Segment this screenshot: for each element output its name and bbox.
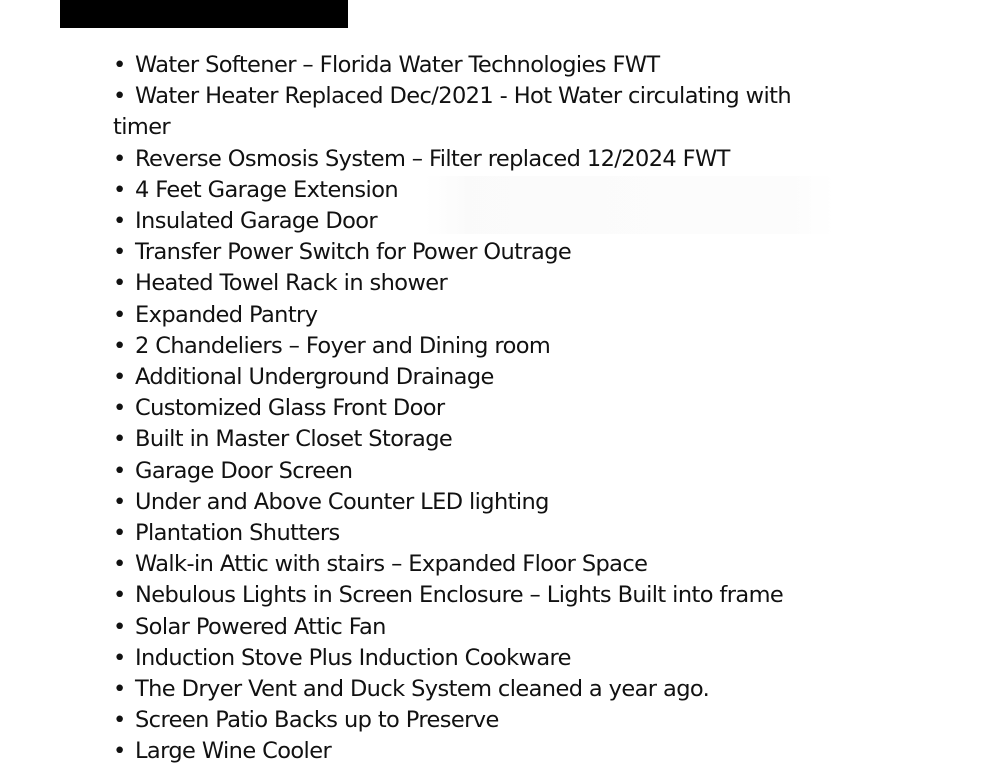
list-item (113, 237, 843, 268)
bullet: • (113, 208, 126, 235)
list-item-text: Reverse Osmosis System – Filter replaced 12/2024 FWT (135, 145, 730, 172)
list-item-text: Insulated Garage Door (135, 208, 378, 235)
list-item (113, 580, 843, 611)
list-item-text: Built in Master Closet Storage (135, 426, 453, 453)
bullet: • (113, 520, 126, 547)
bullet: • (113, 239, 126, 266)
bullet: • (113, 457, 126, 484)
list-item-text: Additional Underground Drainage (135, 364, 494, 391)
list-item-text: Nebulous Lights in Screen Enclosure – Lights Built into frame (135, 582, 784, 609)
list-item (113, 268, 843, 299)
list-item-text: Walk-in Attic with stairs – Expanded Floor Space (135, 551, 648, 578)
bullet: • (113, 426, 126, 453)
bullet: • (113, 332, 126, 359)
list-item-text: Solar Powered Attic Fan (135, 613, 386, 640)
bullet: • (113, 582, 126, 609)
list-item (113, 300, 843, 331)
list-item-text: Plantation Shutters (135, 520, 340, 547)
bullet: • (113, 176, 126, 203)
list-item (113, 50, 843, 81)
list-item (113, 331, 843, 362)
bullet: • (113, 83, 126, 110)
list-item-text: The Dryer Vent and Duck System cleaned a year ago. (135, 676, 710, 703)
list-item (113, 206, 843, 237)
bullet: • (113, 613, 126, 640)
list-item (113, 81, 843, 143)
bullet: • (113, 52, 126, 78)
bullet: • (113, 270, 126, 297)
list-item (113, 736, 843, 767)
list-item-text: Screen Patio Backs up to Preserve (135, 707, 499, 734)
feature-list (113, 50, 843, 768)
list-item-text: Water Heater Replaced Dec/2021 - Hot Water circulating with timer (113, 83, 791, 141)
bullet: • (113, 738, 126, 765)
list-item-text: Induction Stove Plus Induction Cookware (135, 644, 571, 671)
list-item-text: 4 Feet Garage Extension (135, 176, 399, 203)
list-item (113, 456, 843, 487)
list-item-text: Customized Glass Front Door (135, 395, 445, 422)
bullet: • (113, 395, 126, 422)
list-item-text: Transfer Power Switch for Power Outrage (135, 239, 572, 266)
bullet: • (113, 707, 126, 734)
bullet: • (113, 145, 126, 172)
list-item (113, 393, 843, 424)
bullet: • (113, 551, 126, 578)
list-item (113, 487, 843, 518)
list-item (113, 705, 843, 736)
list-item-text: Expanded Pantry (135, 301, 318, 328)
list-item-text: Garage Door Screen (135, 457, 353, 484)
bullet: • (113, 364, 126, 391)
list-item-text: Under and Above Counter LED lighting (135, 488, 549, 515)
list-item (113, 674, 843, 705)
list-item (113, 518, 843, 549)
list-item-text: Water Softener – Florida Water Technologies FWT (135, 52, 660, 78)
bullet: • (113, 676, 126, 703)
list-item-text: 2 Chandeliers – Foyer and Dining room (135, 332, 551, 359)
list-item (113, 424, 843, 455)
list-item (113, 175, 843, 206)
redaction-bar (60, 0, 348, 28)
list-item (113, 549, 843, 580)
list-item (113, 612, 843, 643)
bullet: • (113, 301, 126, 328)
list-item (113, 144, 843, 175)
bullet: • (113, 488, 126, 515)
list-item-text: Large Wine Cooler (135, 738, 332, 765)
list-item (113, 362, 843, 393)
list-item-text: Heated Towel Rack in shower (135, 270, 448, 297)
bullet: • (113, 644, 126, 671)
list-item (113, 643, 843, 674)
